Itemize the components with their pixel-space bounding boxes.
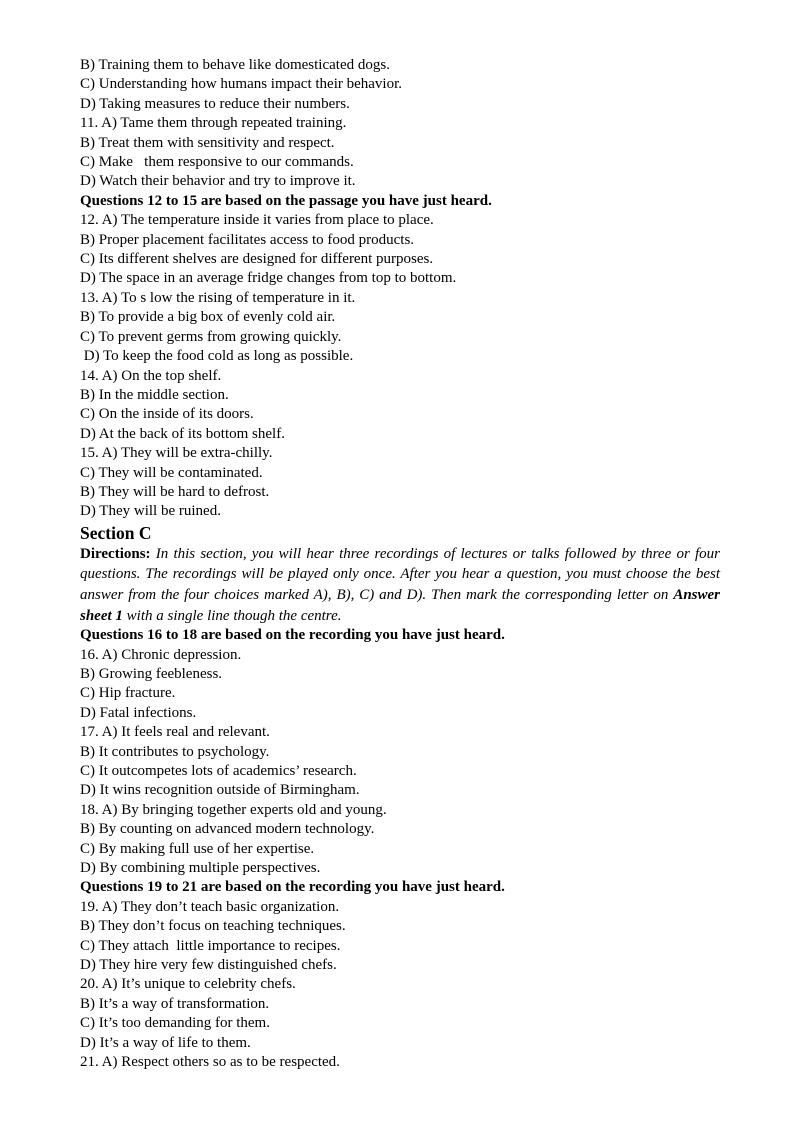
answer-option: 17. A) It feels real and relevant. <box>80 724 270 741</box>
answer-option: C) Understanding how humans impact their behavior. <box>80 76 403 93</box>
answer-option: B) Proper placement facilitates access to food products. <box>80 231 415 248</box>
section-c-directions <box>80 544 720 626</box>
answer-options-q12-q15 <box>80 211 720 522</box>
answer-option: B) It contributes to psychology. <box>80 743 270 760</box>
answer-option: B) They will be hard to defrost. <box>80 483 270 500</box>
answer-option: D) The space in an average fridge changes from top to bottom. <box>80 270 457 287</box>
document-page <box>80 56 720 1072</box>
answer-option: B) They don’t focus on teaching techniques. <box>80 918 346 935</box>
answer-option: B) Training them to behave like domesticated dogs. <box>80 57 390 73</box>
answer-option: C) Hip fracture. <box>80 685 176 702</box>
answer-option: 21. A) Respect others so as to be respected. <box>80 1054 340 1071</box>
answer-option: C) To prevent germs from growing quickly. <box>80 328 342 345</box>
directions-label: Directions: <box>80 545 151 562</box>
answer-option: C) They will be contaminated. <box>80 464 263 481</box>
answer-options-q16-q18 <box>80 646 720 879</box>
answer-option: 19. A) They don’t teach basic organization. <box>80 898 340 915</box>
questions-12-15-heading: Questions 12 to 15 are based on the passage you have just heard. <box>80 192 492 209</box>
answer-option: C) On the inside of its doors. <box>80 406 254 423</box>
answer-option: C) By making full use of her expertise. <box>80 840 315 857</box>
answer-option: 14. A) On the top shelf. <box>80 367 222 384</box>
answer-option: C) They attach little importance to recipes. <box>80 937 341 954</box>
directions-text-end: with a single line though the centre. <box>122 607 342 624</box>
answer-option: 16. A) Chronic depression. <box>80 646 242 663</box>
answer-option: B) Growing feebleness. <box>80 665 223 682</box>
answer-option: D) They will be ruined. <box>80 503 221 520</box>
answer-option: D) It wins recognition outside of Birmingham. <box>80 782 360 799</box>
answer-option: 12. A) The temperature inside it varies from place to place. <box>80 212 434 229</box>
answer-option: 13. A) To s low the rising of temperature in it. <box>80 289 356 306</box>
answer-option: B) By counting on advanced modern technology. <box>80 821 375 838</box>
answer-option: D) By combining multiple perspectives. <box>80 860 321 876</box>
answer-option: D) To keep the food cold as long as possible. <box>80 348 354 365</box>
answer-option: D) Watch their behavior and try to improve it. <box>80 173 356 190</box>
answer-sheet-reference: Answer sheet 1 <box>80 586 720 624</box>
answer-option: C) Its different shelves are designed for different purposes. <box>80 251 434 268</box>
answer-option: C) Make them responsive to our commands. <box>80 154 354 171</box>
answer-option: 18. A) By bringing together experts old and young. <box>80 801 387 818</box>
answer-option: 15. A) They will be extra-chilly. <box>80 445 273 462</box>
answer-options-q19-q21 <box>80 898 720 1073</box>
directions-text: In this section, you will hear three recordings of lectures or talks followed by three or four questions. The recordings will be played only once. After you hear a question, you must choose the best answer from the four choices marked A), B), C) and D). Then mark the corresponding letter on <box>80 545 720 603</box>
answer-option: D) It’s a way of life to them. <box>80 1034 251 1051</box>
answer-option: C) It outcompetes lots of academics’ research. <box>80 762 357 779</box>
answer-option: B) In the middle section. <box>80 386 229 403</box>
section-c-title: Section C <box>80 522 152 543</box>
questions-19-21-heading: Questions 19 to 21 are based on the recording you have just heard. <box>80 879 505 896</box>
answer-option: D) Fatal infections. <box>80 704 197 721</box>
answer-option: 20. A) It’s unique to celebrity chefs. <box>80 976 296 993</box>
answer-options-q10-q11 <box>80 56 720 192</box>
answer-option: D) They hire very few distinguished chefs. <box>80 957 337 974</box>
answer-option: 11. A) Tame them through repeated training. <box>80 115 347 132</box>
answer-option: D) At the back of its bottom shelf. <box>80 425 285 442</box>
answer-option: C) It’s too demanding for them. <box>80 1015 270 1032</box>
answer-option: B) Treat them with sensitivity and respect. <box>80 134 335 151</box>
answer-option: B) To provide a big box of evenly cold air. <box>80 309 336 326</box>
questions-16-18-heading: Questions 16 to 18 are based on the recording you have just heard. <box>80 627 505 644</box>
answer-option: D) Taking measures to reduce their numbers. <box>80 95 350 112</box>
answer-option: B) It’s a way of transformation. <box>80 995 270 1012</box>
